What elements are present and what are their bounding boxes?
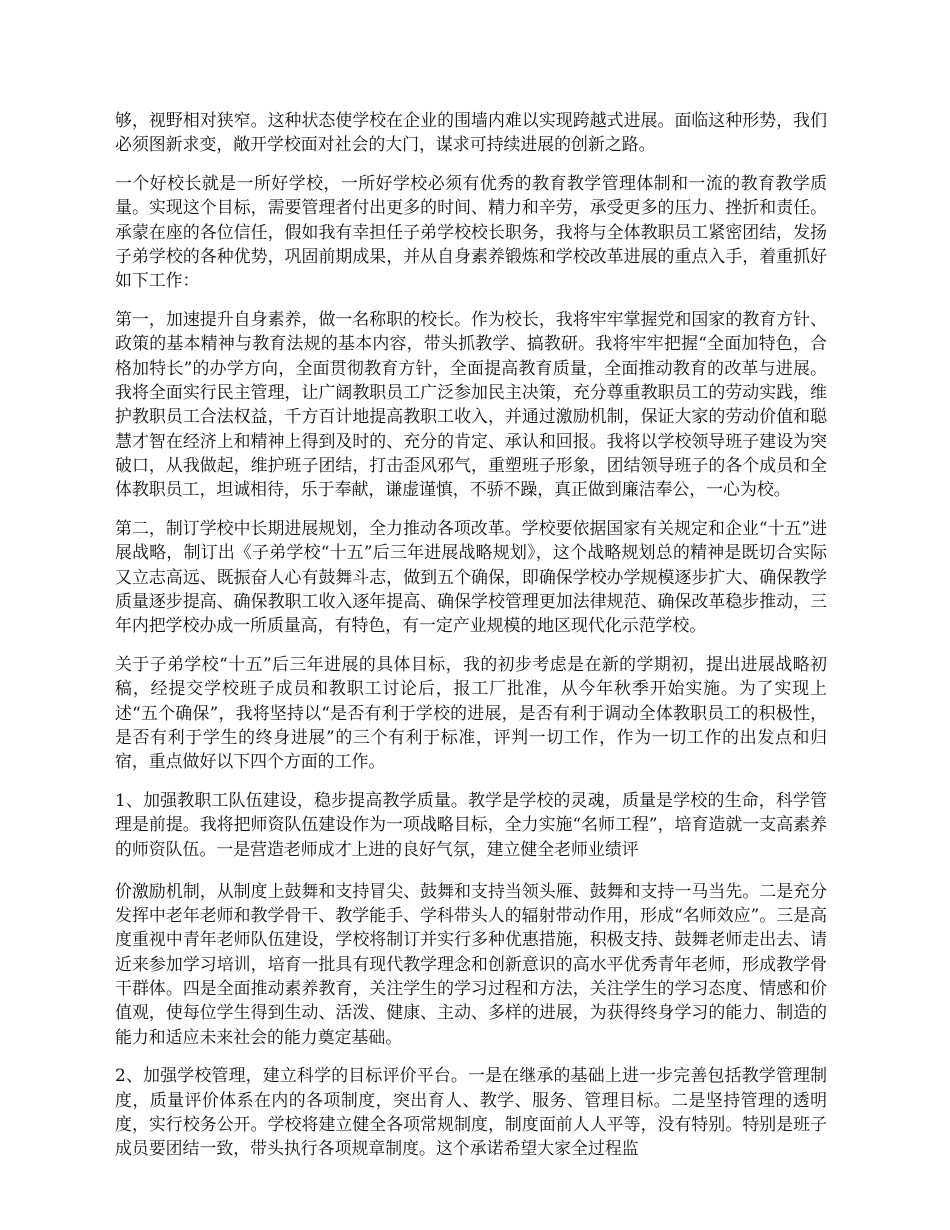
paragraph-item-2: 2、加强学校管理，建立科学的目标评价平台。一是在继承的基础上进一步完善包括教学管理制度，质量评价体系在内的各项制度，突出育人、教学、服务、管理目标。二是坚持管理的透明度，实行校务公开。学校将建立健全各项常规制度，制度面前人人平等，没有特别。特别是班子成员要团结一致，带头执行各项规章制度。这个承诺希望大家全过程监 [115,1065,827,1159]
paragraph-item-1-continued: 价激励机制，从制度上鼓舞和支持冒尖、鼓舞和支持当领头雁、鼓舞和支持一马当先。二是充分发挥中老年老师和教学骨干、教学能手、学科带头人的辐射带动作用，形成“名师效应”。三是高度重视中青年老师队伍建设，学校将制订并实行多种优惠措施，积极支持、鼓舞老师走出去、请近来参加学习培训，培育一批具有现代教学理念和创新意识的高水平优秀青年老师，形成教学骨干群体。四是全面推动素养教育，关注学生的学习过程和方法，关注学生的学习态度、情感和价值观，使每位学生得到生动、活泼、健康、主动、多样的进展，为获得终身学习的能力、制造的能力和适应未来社会的能力奠定基础。 [115,880,827,1047]
paragraph-second-point: 第二，制订学校中长期进展规划，全力推动各项改革。学校要依据国家有关规定和企业“十五”进展战略，制订出《子弟学校“十五”后三年进展战略规划》，这个战略规划总的精神是既切合实际又立志高远、既振奋人心有鼓舞斗志，做到五个确保，即确保学校办学规模逐步扩大、确保教学质量逐步提高、确保教职工收入逐年提高、确保学校管理更加法律规范、确保改革稳步推动，三年内把学校办成一所质量高，有特色，有一定产业规模的地区现代化示范学校。 [115,517,827,636]
paragraph-good-principal: 一个好校长就是一所好学校，一所好学校必须有优秀的教育教学管理体制和一流的教育教学质量。实现这个目标，需要管理者付出更多的时间、精力和辛劳，承受更多的压力、挫折和责任。承蒙在座的各位信任，假如我有幸担任子弟学校校长职务，我将与全体教职员工紧密团结，发扬子弟学校的各种优势，巩固前期成果，并从自身素养锻炼和学校改革进展的重点入手，着重抓好如下工作： [115,173,827,291]
paragraph-specific-goals: 关于子弟学校“十五”后三年进展的具体目标，我的初步考虑是在新的学期初，提出进展战略初稿，经提交学校班子成员和教职工讨论后，报工厂批准，从今年秋季开始实施。为了实现上述“五个确保”，我将坚持以“是否有利于学校的进展，是否有利于调动全体教职员工的积极性，是否有利于学生的终身进展”的三个有利于标准，评判一切工作，作为一切工作的出发点和归宿，重点做好以下四个方面的工作。 [115,653,827,772]
paragraph-item-1: 1、加强教职工队伍建设，稳步提高教学质量。教学是学校的灵魂，质量是学校的生命，科学管理是前提。我将把师资队伍建设作为一项战略目标，全力实施“名师工程”，培育造就一支高素养的师资队伍。一是营造老师成才上进的良好气氛，建立健全老师业绩评 [115,789,827,859]
document-page [115,108,827,1175]
paragraph-intro-continuation: 够，视野相对狭窄。这种状态使学校在企业的围墙内难以实现跨越式进展。面临这种形势，我们必须图新求变，敞开学校面对社会的大门，谋求可持续进展的创新之路。 [115,110,827,155]
paragraph-first-point: 第一，加速提升自身素养，做一名称职的校长。作为校长，我将牢牢掌握党和国家的教育方针、政策的基本精神与教育法规的基本内容，带头抓教学、搞教研。我将牢牢把握“全面加特色，合格加特长”的办学方向，全面贯彻教育方针，全面提高教育质量，全面推动教育的改革与进展。我将全面实行民主管理，让广阔教职员工广泛参加民主决策，充分尊重教职员工的劳动实践，维护教职员工合法权益，千方百计地提高教职工收入，并通过激励机制，保证大家的劳动价值和聪慧才智在经济上和精神上得到及时的、充分的肯定、承认和回报。我将以学校领导班子建设为突破口，从我做起，维护班子团结，打击歪风邪气，重塑班子形象，团结领导班子的各个成员和全体教职员工，坦诚相待，乐于奉献，谦虚谨慎，不骄不躁，真正做到廉洁奉公，一心为校。 [115,309,827,500]
